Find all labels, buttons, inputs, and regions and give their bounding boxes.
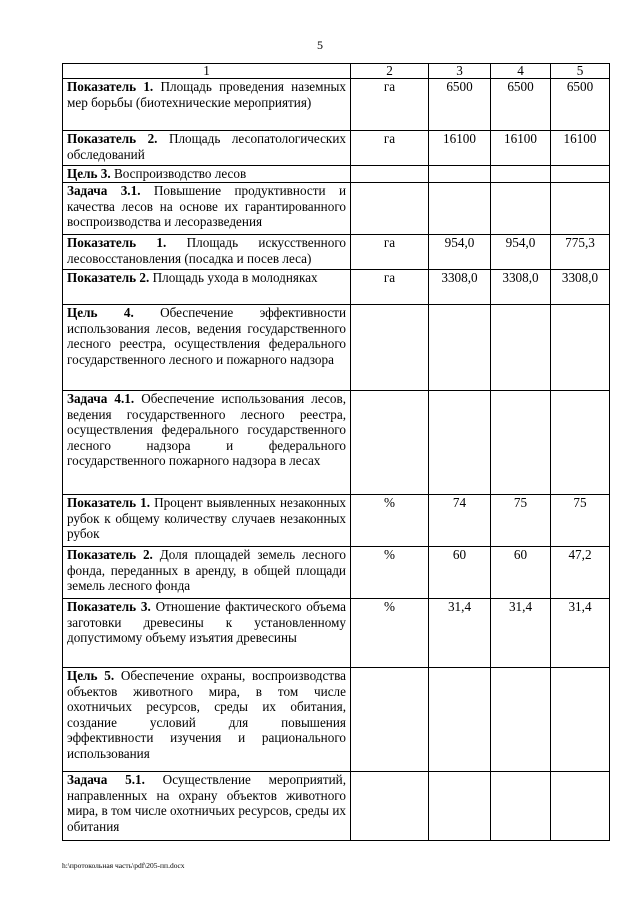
- value-col-4: [491, 668, 551, 772]
- row-text: Доля площадей земель лесного фонда, переданных в аренду, в общей площади земель лесного фонда: [67, 547, 346, 594]
- row-description: [63, 235, 351, 270]
- row-heading: Цель 5.: [67, 668, 115, 683]
- value-col-3: [429, 772, 491, 841]
- row-heading: Показатель 2.: [67, 547, 153, 562]
- row-description: [63, 305, 351, 391]
- row-heading: Задача 4.1.: [67, 391, 135, 406]
- value-col-4: [491, 166, 551, 183]
- value-col-5: [551, 305, 610, 391]
- value-col-3: [429, 166, 491, 183]
- value-col-5: [551, 166, 610, 183]
- value-col-5: 6500: [551, 79, 610, 131]
- row-description: [63, 547, 351, 599]
- unit-cell: %: [351, 547, 429, 599]
- unit-cell: [351, 772, 429, 841]
- row-text: Обеспечение охраны, воспроизводства объектов животного мира, в том числе охотничьих ресурсов, среды их обитания, создание условий для повышения эффективности изучения и рационального использования: [67, 668, 347, 761]
- value-col-5: 3308,0: [551, 270, 610, 305]
- row-heading: Показатель 3.: [67, 599, 151, 614]
- row-description: [63, 668, 351, 772]
- value-col-4: [491, 305, 551, 391]
- value-col-3: 16100: [429, 131, 491, 166]
- file-path-footer: h:\протокольная часть\pdf\205-пп.docx: [62, 861, 185, 870]
- table-row: [63, 772, 610, 841]
- row-text: Площадь искусственного лесовосстановления (посадка и посев леса): [67, 235, 346, 266]
- unit-cell: га: [351, 131, 429, 166]
- unit-cell: [351, 668, 429, 772]
- row-heading: Показатель 1.: [67, 79, 154, 94]
- row-text: Отношение фактического объема заготовки древесины к установленному допустимому объему изъятия древесины: [67, 599, 347, 646]
- unit-cell: [351, 305, 429, 391]
- row-description: [63, 391, 351, 495]
- row-text: Повышение продуктивности и качества лесов на основе их гарантированного воспроизводства и лесоразведения: [67, 183, 347, 230]
- value-col-4: [491, 772, 551, 841]
- value-col-5: 16100: [551, 131, 610, 166]
- row-heading: Цель 4.: [67, 305, 134, 320]
- value-col-4: 3308,0: [491, 270, 551, 305]
- table-row: [63, 131, 610, 166]
- value-col-4: 6500: [491, 79, 551, 131]
- row-heading: Цель 3.: [67, 166, 111, 181]
- unit-cell: га: [351, 270, 429, 305]
- table-row: [63, 79, 610, 131]
- row-text: Площадь ухода в молодняках: [152, 270, 318, 285]
- table-row: [63, 235, 610, 270]
- value-col-5: 47,2: [551, 547, 610, 599]
- table-row: [63, 305, 610, 391]
- table-row: [63, 599, 610, 668]
- unit-cell: га: [351, 235, 429, 270]
- value-col-4: 954,0: [491, 235, 551, 270]
- value-col-3: 31,4: [429, 599, 491, 668]
- value-col-4: 31,4: [491, 599, 551, 668]
- row-description: [63, 79, 351, 131]
- indicators-table: [62, 63, 610, 841]
- row-description: [63, 772, 351, 841]
- row-text: Площадь лесопатологических обследований: [67, 131, 346, 162]
- value-col-5: [551, 391, 610, 495]
- row-heading: Задача 3.1.: [67, 183, 141, 198]
- row-description: [63, 131, 351, 166]
- row-heading: Показатель 1.: [67, 495, 151, 510]
- value-col-3: [429, 391, 491, 495]
- row-text: Обеспечение использования лесов, ведения государственного лесного реестра, осуществления федерального государственного лесного надзора и федерального государственного пожарного надзора в лесах: [67, 391, 347, 469]
- unit-cell: [351, 183, 429, 235]
- table-row: [63, 547, 610, 599]
- header-col-5: 5: [551, 64, 610, 79]
- value-col-5: 775,3: [551, 235, 610, 270]
- value-col-4: 75: [491, 495, 551, 547]
- unit-cell: га: [351, 79, 429, 131]
- value-col-4: 60: [491, 547, 551, 599]
- value-col-3: [429, 305, 491, 391]
- value-col-5: [551, 668, 610, 772]
- row-description: [63, 599, 351, 668]
- header-col-2: 2: [351, 64, 429, 79]
- unit-cell: %: [351, 599, 429, 668]
- unit-cell: [351, 166, 429, 183]
- row-text: Осуществление мероприятий, направленных на охрану объектов животного мира, в том числе охотничьих ресурсов, среды их обитания: [67, 772, 346, 834]
- table-header-row: [63, 64, 610, 79]
- table-row: [63, 270, 610, 305]
- value-col-5: 75: [551, 495, 610, 547]
- row-text: Воспроизводство лесов: [113, 166, 247, 181]
- value-col-4: 16100: [491, 131, 551, 166]
- unit-cell: %: [351, 495, 429, 547]
- value-col-4: [491, 183, 551, 235]
- value-col-4: [491, 391, 551, 495]
- value-col-3: 6500: [429, 79, 491, 131]
- table-row: [63, 391, 610, 495]
- header-col-4: 4: [491, 64, 551, 79]
- table-row: [63, 183, 610, 235]
- row-heading: Показатель 2.: [67, 131, 158, 146]
- value-col-5: 31,4: [551, 599, 610, 668]
- table-row: [63, 668, 610, 772]
- value-col-5: [551, 183, 610, 235]
- row-heading: Показатель 1.: [67, 235, 167, 250]
- header-col-3: 3: [429, 64, 491, 79]
- table-row: [63, 166, 610, 183]
- row-heading: Задача 5.1.: [67, 772, 145, 787]
- value-col-5: [551, 772, 610, 841]
- row-description: [63, 270, 351, 305]
- value-col-3: 60: [429, 547, 491, 599]
- value-col-3: 3308,0: [429, 270, 491, 305]
- row-description: [63, 183, 351, 235]
- page-number: 5: [317, 38, 323, 52]
- row-text: Обеспечение эффективности использования лесов, ведения государственного лесного реестра, осуществления федерального государственного лесного и пожарного надзора: [67, 305, 347, 367]
- row-description: [63, 166, 351, 183]
- table-row: [63, 495, 610, 547]
- value-col-3: [429, 668, 491, 772]
- unit-cell: [351, 391, 429, 495]
- header-col-1: 1: [63, 64, 351, 79]
- value-col-3: [429, 183, 491, 235]
- row-text: Процент выявленных незаконных рубок к общему количеству случаев незаконных рубок: [67, 495, 346, 542]
- row-text: Площадь проведения наземных мер борьбы (биотехнические мероприятия): [67, 79, 347, 110]
- row-description: [63, 495, 351, 547]
- value-col-3: 74: [429, 495, 491, 547]
- row-heading: Показатель 2.: [67, 270, 150, 285]
- value-col-3: 954,0: [429, 235, 491, 270]
